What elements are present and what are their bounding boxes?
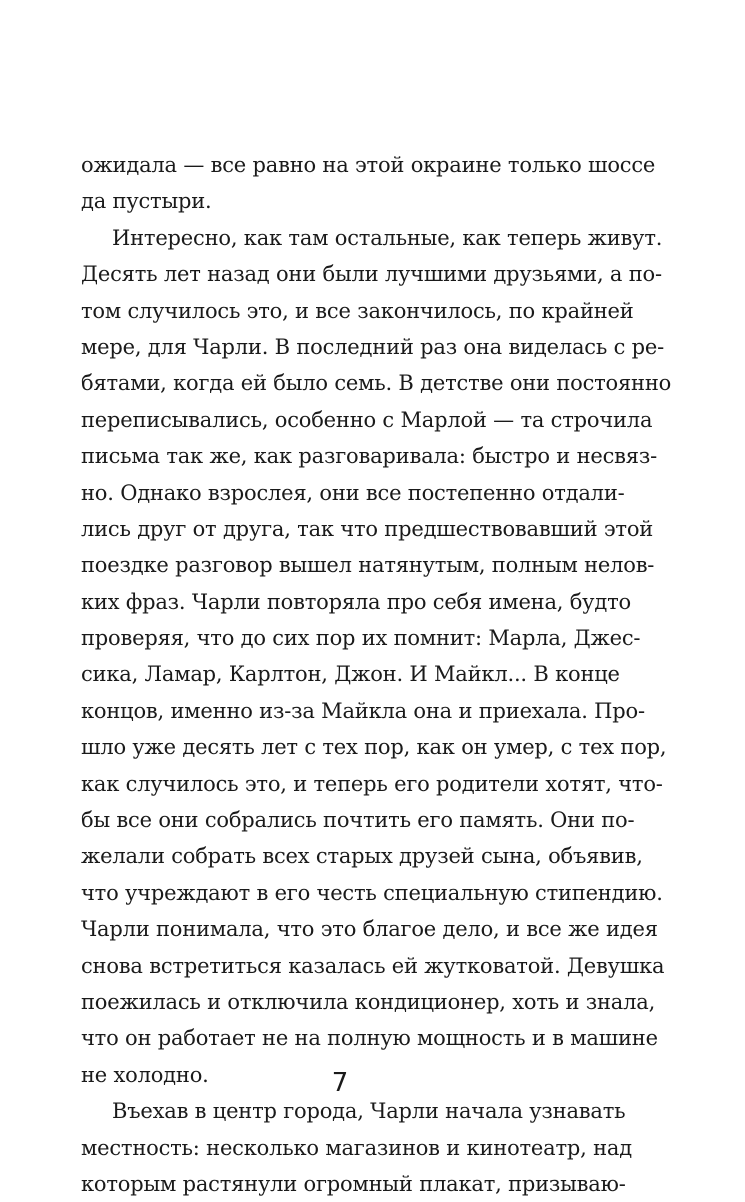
text-line: не холодно.: [81, 1062, 209, 1087]
text-line: да пустыри.: [81, 189, 212, 214]
text-line: Десять лет назад они были лучшими друзьями, а по-: [81, 262, 662, 287]
text-line: проверяя, что до сих пор их помнит: Марла, Джес-: [81, 626, 641, 651]
text-line: Чарли понимала, что это благое дело, и все же идея: [81, 917, 658, 942]
text-line: том случилось это, и все закончилось, по крайней: [81, 298, 634, 323]
text-line: но. Однако взрослея, они все постепенно отдали-: [81, 480, 625, 505]
text-line: поездке разговор вышел натянутым, полным нелов-: [81, 553, 655, 578]
text-line: поежилась и отключила кондиционер, хоть и знала,: [81, 989, 656, 1014]
text-line: что он работает не на полную мощность и в машине: [81, 1026, 658, 1051]
text-line: Интересно, как там остальные, как теперь живут.: [112, 225, 663, 250]
text-line: шло уже десять лет с тех пор, как он умер, с тех пор,: [81, 735, 667, 760]
text-line: снова встретиться казалась ей жутковатой. Девушка: [81, 953, 665, 978]
text-line: желали собрать всех старых друзей сына, объявив,: [81, 844, 643, 869]
text-line: письма так же, как разговаривала: быстро и несвяз-: [81, 444, 657, 469]
text-line: Въехав в центр города, Чарли начала узнавать: [112, 1099, 626, 1124]
page-number: 7: [331, 1068, 349, 1098]
text-line: лись друг от друга, так что предшествовавший этой: [81, 516, 654, 541]
text-line: ких фраз. Чарли повторяла про себя имена, будто: [81, 589, 631, 614]
text-line: которым растянули огромный плакат, призываю-: [81, 1171, 626, 1196]
text-line: концов, именно из-за Майкла она и приехала. Про-: [81, 698, 645, 723]
text-line: ожидала — все равно на этой окраине только шоссе: [81, 153, 656, 177]
text-line: бы все они собрались почтить его память. Они по-: [81, 808, 635, 833]
text-line: что учреждают в его честь специальную стипендию.: [81, 880, 663, 905]
text-line: как случилось это, и теперь его родители хотят, что-: [81, 771, 663, 796]
text-line: мере, для Чарли. В последний раз она виделась с ре-: [81, 334, 664, 359]
text-line: бятами, когда ей было семь. В детстве они постоянно: [81, 371, 672, 396]
text-line: переписывались, особенно с Марлой — та строчила: [81, 407, 653, 432]
text-line: местность: несколько магазинов и кинотеатр, над: [81, 1135, 632, 1160]
body-text: [81, 147, 672, 1202]
text-line: сика, Ламар, Карлтон, Джон. И Майкл... В конце: [81, 662, 620, 687]
